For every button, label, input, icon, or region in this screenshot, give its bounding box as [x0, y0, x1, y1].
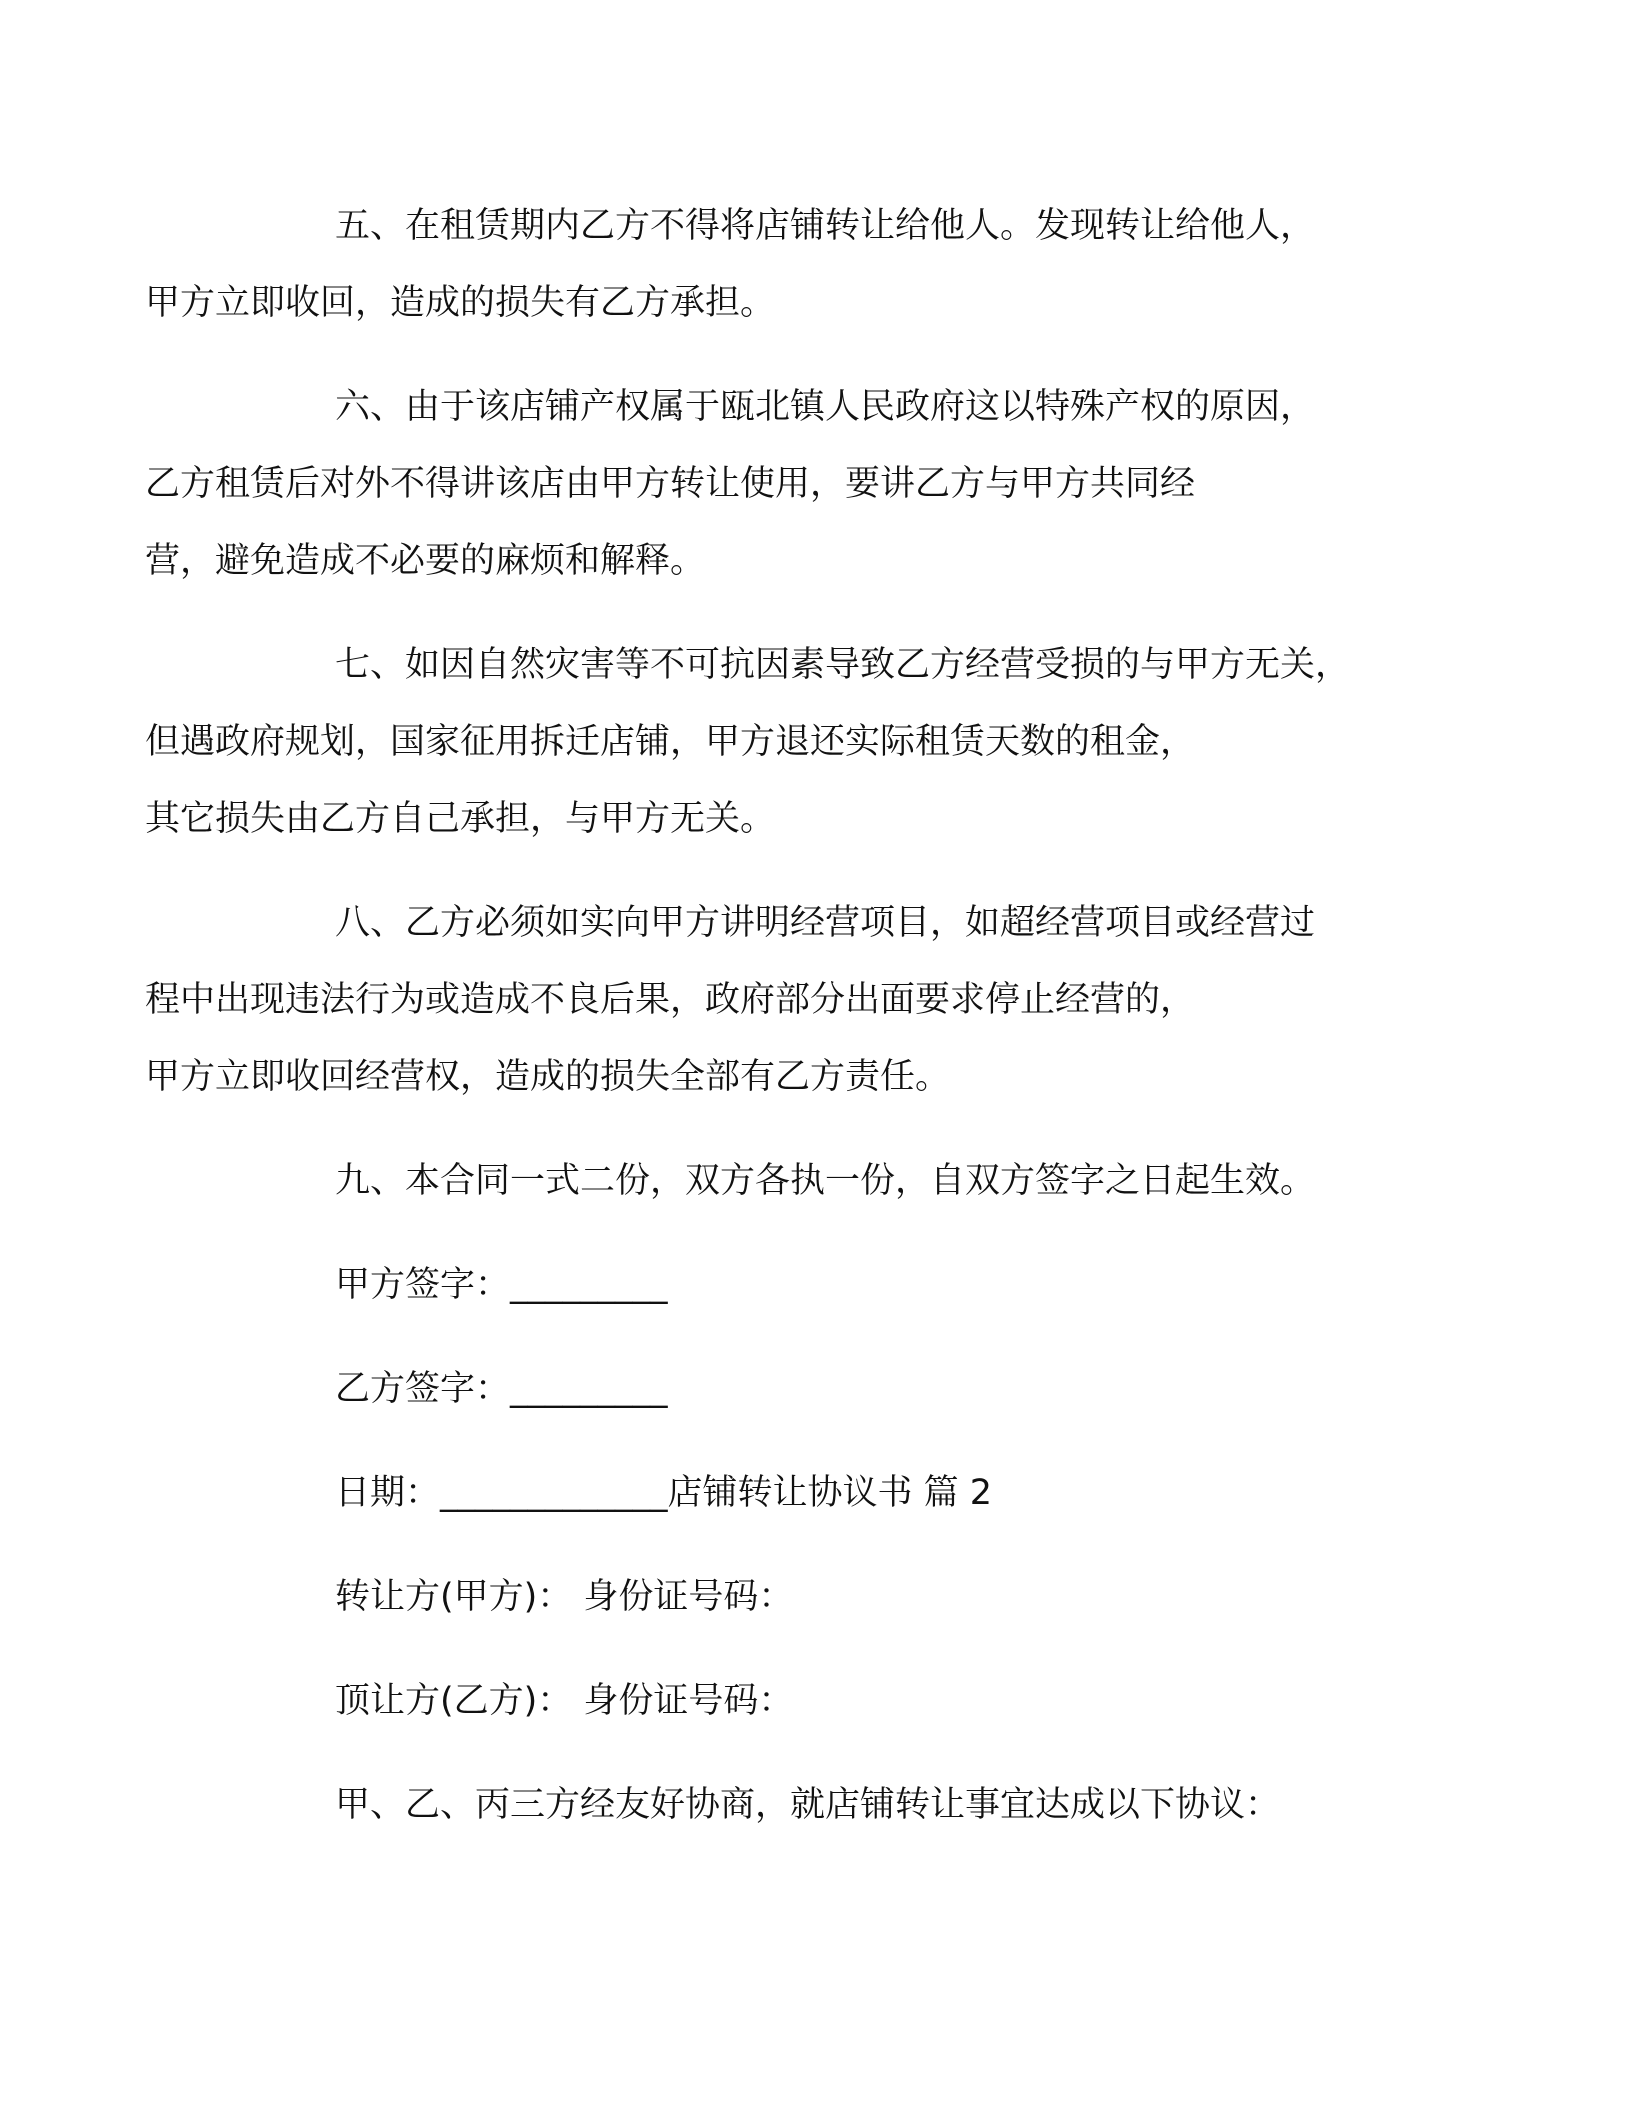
- agreement-intro: 甲、乙、丙三方经友好协商，就店铺转让事宜达成以下协议：: [335, 1785, 1281, 1825]
- clause-nine: 九、本合同一式二份，双方各执一份，自双方签字之日起生效。: [335, 1161, 1316, 1201]
- clause-eight: [145, 885, 1410, 1116]
- clause-five-line-2: 甲方立即收回，造成的损失有乙方承担。: [145, 283, 776, 323]
- transferor-line: 转让方(甲方)： 身份证号码：: [335, 1577, 794, 1617]
- clause-six-line-2: 乙方租赁后对外不得讲该店由甲方转让使用，要讲乙方与甲方共同经: [145, 464, 1196, 504]
- party-a-signature: 甲方签字：_________: [335, 1265, 668, 1305]
- clause-seven-line-2: 但遇政府规划，国家征用拆迁店铺，甲方退还实际租赁天数的租金，: [145, 722, 1196, 762]
- party-b-signature: 乙方签字：_________: [335, 1369, 668, 1409]
- document-body: [145, 188, 1410, 1871]
- clause-eight-line-2: 程中出现违法行为或造成不良后果，政府部分出面要求停止经营的，: [145, 980, 1196, 1020]
- clause-seven-line-3: 其它损失由乙方自己承担，与甲方无关。: [145, 799, 776, 839]
- clause-five: [145, 188, 1410, 342]
- clause-eight-line-1: 八、乙方必须如实向甲方讲明经营项目，如超经营项目或经营过: [335, 903, 1316, 943]
- transferee-line: 顶让方(乙方)： 身份证号码：: [335, 1681, 794, 1721]
- clause-seven-line-1: 七、如因自然灾害等不可抗因素导致乙方经营受损的与甲方无关，: [335, 645, 1351, 685]
- date-and-next-title: 日期：_____________店铺转让协议书 篇 2: [335, 1473, 993, 1513]
- clause-seven: [145, 627, 1410, 858]
- clause-six-line-1: 六、由于该店铺产权属于瓯北镇人民政府这以特殊产权的原因，: [335, 387, 1316, 427]
- clause-six-line-3: 营，避免造成不必要的麻烦和解释。: [145, 541, 706, 581]
- clause-five-line-1: 五、在租赁期内乙方不得将店铺转让给他人。发现转让给他人，: [335, 206, 1316, 246]
- clause-eight-line-3: 甲方立即收回经营权，造成的损失全部有乙方责任。: [145, 1057, 951, 1097]
- clause-six: [145, 369, 1410, 600]
